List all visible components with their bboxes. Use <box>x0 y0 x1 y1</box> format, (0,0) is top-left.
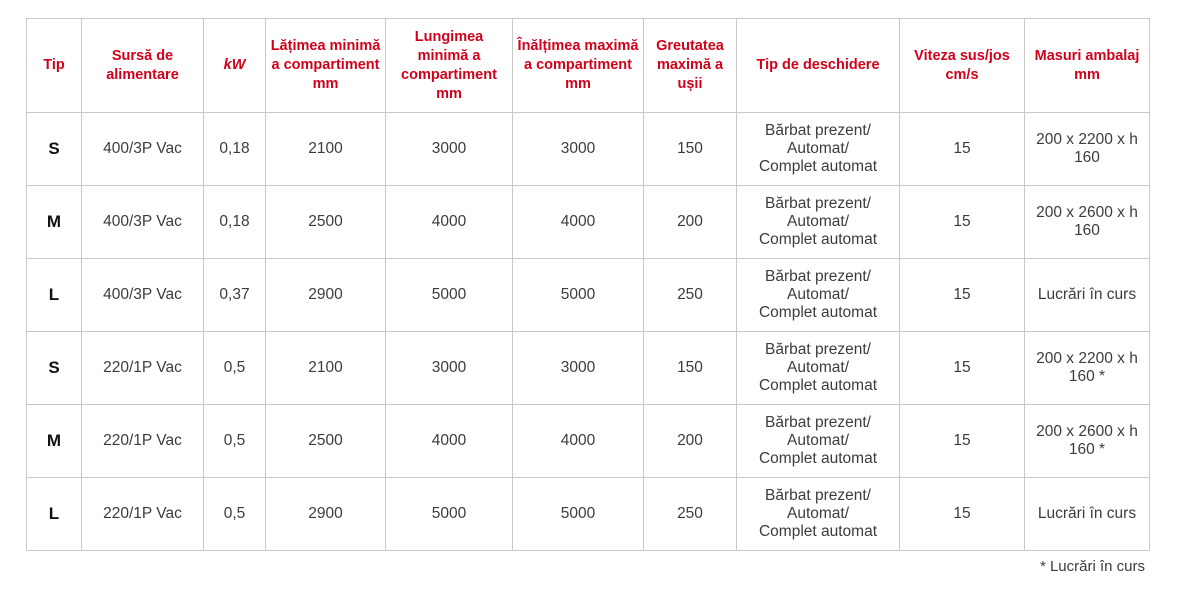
cell-min-width: 2500 <box>266 186 386 259</box>
cell-opening-type <box>737 113 900 186</box>
cell-max-height: 5000 <box>513 478 644 551</box>
cell-power-source: 400/3P Vac <box>82 259 204 332</box>
cell-min-length: 5000 <box>386 478 513 551</box>
header-opening-type: Tip de deschidere <box>737 19 900 113</box>
cell-tip: L <box>27 259 82 332</box>
cell-speed: 15 <box>900 478 1025 551</box>
cell-max-weight: 200 <box>644 186 737 259</box>
cell-power-source: 220/1P Vac <box>82 332 204 405</box>
cell-max-height: 4000 <box>513 186 644 259</box>
opening-line: Bărbat prezent/ <box>765 487 871 504</box>
table-row <box>27 113 1150 186</box>
cell-tip: M <box>27 405 82 478</box>
header-min-length: Lungimea minimă a compartiment mm <box>386 19 513 113</box>
cell-min-length: 3000 <box>386 113 513 186</box>
header-speed: Viteza sus/jos cm/s <box>900 19 1025 113</box>
cell-packaging: Lucrări în curs <box>1025 478 1150 551</box>
opening-line: Complet automat <box>758 158 878 175</box>
cell-kw: 0,18 <box>204 186 266 259</box>
cell-max-height: 4000 <box>513 405 644 478</box>
opening-line: Automat/ <box>786 359 850 376</box>
cell-speed: 15 <box>900 186 1025 259</box>
cell-kw: 0,5 <box>204 478 266 551</box>
cell-max-height: 5000 <box>513 259 644 332</box>
cell-speed: 15 <box>900 259 1025 332</box>
cell-kw: 0,37 <box>204 259 266 332</box>
cell-max-weight: 250 <box>644 259 737 332</box>
cell-kw: 0,5 <box>204 332 266 405</box>
cell-speed: 15 <box>900 113 1025 186</box>
cell-min-length: 4000 <box>386 186 513 259</box>
cell-opening-type <box>737 186 900 259</box>
cell-packaging: Lucrări în curs <box>1025 259 1150 332</box>
cell-tip: M <box>27 186 82 259</box>
table-row <box>27 259 1150 332</box>
footnote: * Lucrări în curs <box>1039 558 1145 575</box>
cell-packaging: 200 x 2200 x h 160 <box>1025 113 1150 186</box>
cell-opening-type <box>737 478 900 551</box>
header-min-width: Lățimea minimă a compartiment mm <box>266 19 386 113</box>
opening-line: Complet automat <box>758 304 878 321</box>
cell-tip: S <box>27 332 82 405</box>
opening-line: Automat/ <box>786 432 850 449</box>
cell-min-length: 4000 <box>386 405 513 478</box>
table-row <box>27 332 1150 405</box>
cell-power-source: 400/3P Vac <box>82 186 204 259</box>
table-row <box>27 478 1150 551</box>
cell-packaging: 200 x 2200 x h 160 * <box>1025 332 1150 405</box>
header-kw: kW <box>204 19 266 113</box>
header-power-source: Sursă de alimentare <box>82 19 204 113</box>
opening-line: Automat/ <box>786 286 850 303</box>
cell-power-source: 220/1P Vac <box>82 478 204 551</box>
opening-line: Bărbat prezent/ <box>765 122 871 139</box>
cell-min-width: 2900 <box>266 259 386 332</box>
cell-power-source: 220/1P Vac <box>82 405 204 478</box>
cell-packaging: 200 x 2600 x h 160 * <box>1025 405 1150 478</box>
opening-line: Complet automat <box>758 523 878 540</box>
cell-max-weight: 200 <box>644 405 737 478</box>
cell-tip: S <box>27 113 82 186</box>
cell-max-height: 3000 <box>513 332 644 405</box>
cell-kw: 0,18 <box>204 113 266 186</box>
cell-power-source: 400/3P Vac <box>82 113 204 186</box>
opening-line: Complet automat <box>758 377 878 394</box>
header-max-height: Înălțimea maximă a compartiment mm <box>513 19 644 113</box>
header-packaging: Masuri ambalaj mm <box>1025 19 1150 113</box>
table-row <box>27 405 1150 478</box>
cell-max-weight: 150 <box>644 332 737 405</box>
cell-max-height: 3000 <box>513 113 644 186</box>
cell-speed: 15 <box>900 405 1025 478</box>
opening-line: Complet automat <box>758 231 878 248</box>
opening-line: Complet automat <box>758 450 878 467</box>
cell-min-length: 3000 <box>386 332 513 405</box>
opening-line: Automat/ <box>786 213 850 230</box>
opening-line: Bărbat prezent/ <box>765 195 871 212</box>
opening-line: Bărbat prezent/ <box>765 268 871 285</box>
cell-speed: 15 <box>900 332 1025 405</box>
cell-packaging: 200 x 2600 x h 160 <box>1025 186 1150 259</box>
cell-min-length: 5000 <box>386 259 513 332</box>
header-tip: Tip <box>27 19 82 113</box>
opening-line: Automat/ <box>786 140 850 157</box>
cell-opening-type <box>737 405 900 478</box>
opening-line: Bărbat prezent/ <box>765 414 871 431</box>
cell-kw: 0,5 <box>204 405 266 478</box>
table-row <box>27 186 1150 259</box>
cell-min-width: 2100 <box>266 332 386 405</box>
cell-opening-type <box>737 332 900 405</box>
opening-line: Bărbat prezent/ <box>765 341 871 358</box>
cell-min-width: 2500 <box>266 405 386 478</box>
specifications-table <box>26 18 1150 551</box>
header-row <box>27 19 1150 113</box>
cell-min-width: 2900 <box>266 478 386 551</box>
cell-opening-type <box>737 259 900 332</box>
cell-max-weight: 150 <box>644 113 737 186</box>
cell-tip: L <box>27 478 82 551</box>
cell-min-width: 2100 <box>266 113 386 186</box>
cell-max-weight: 250 <box>644 478 737 551</box>
opening-line: Automat/ <box>786 505 850 522</box>
header-max-weight: Greutatea maximă a ușii <box>644 19 737 113</box>
